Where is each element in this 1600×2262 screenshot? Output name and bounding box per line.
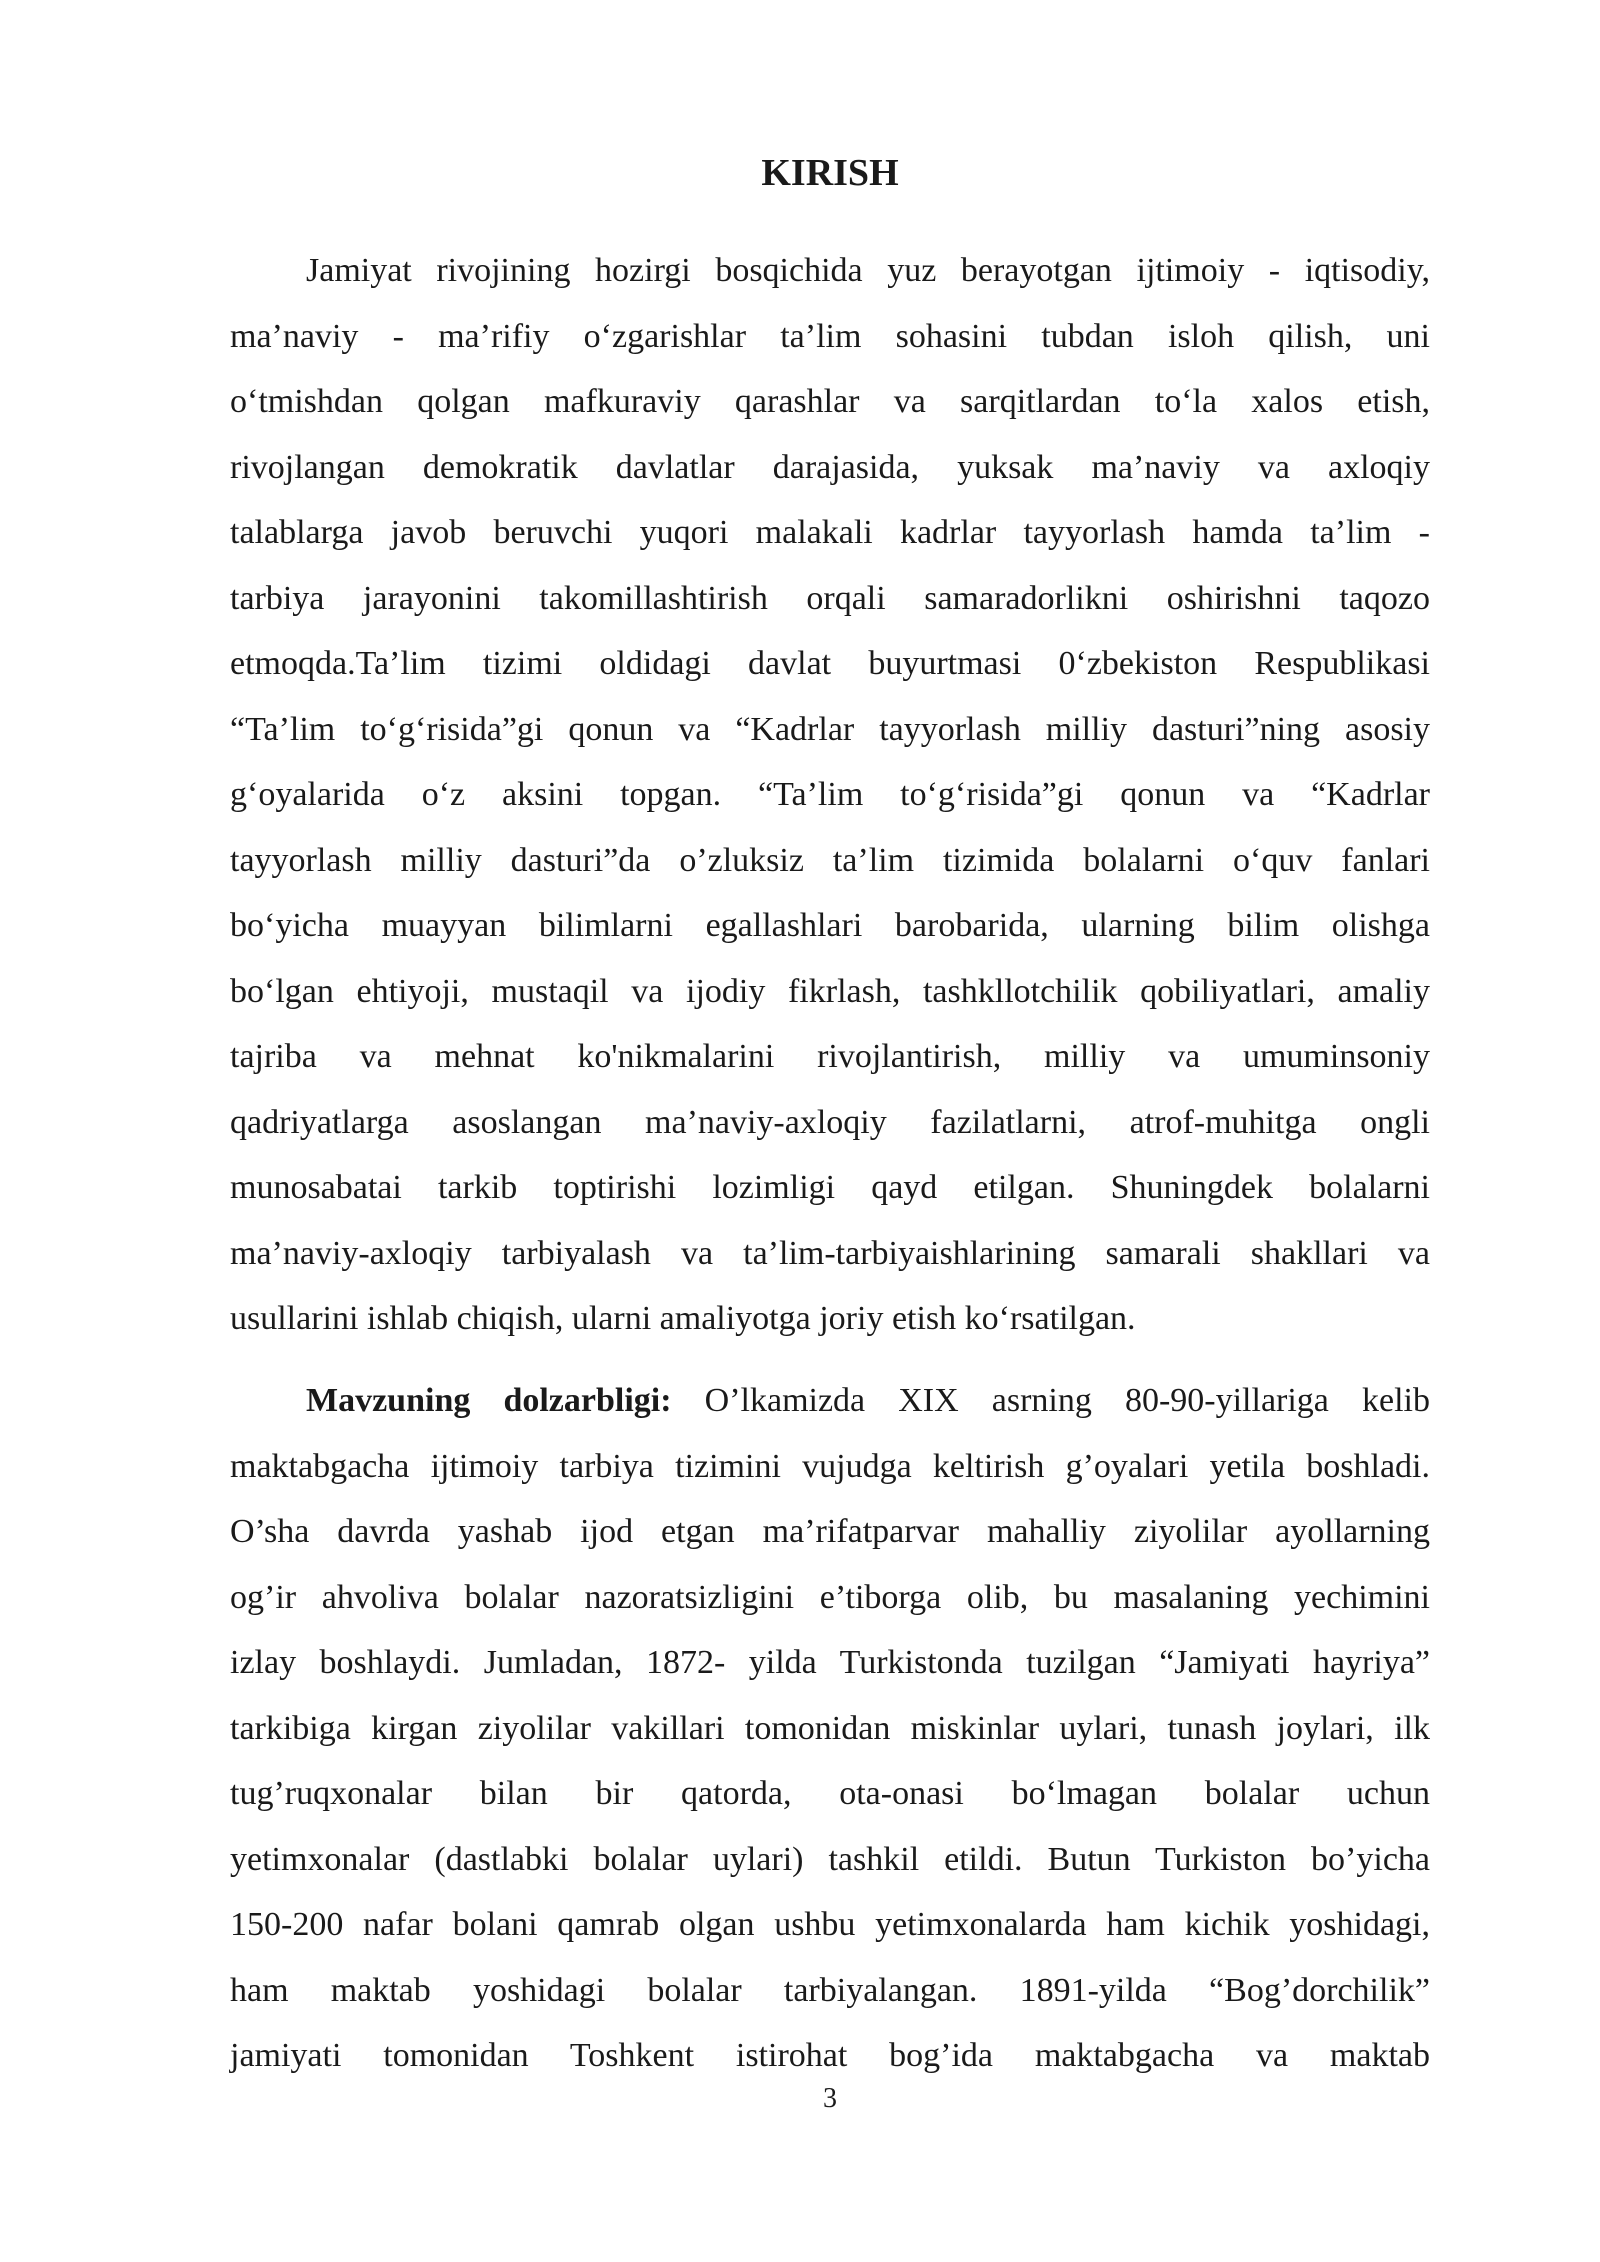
text-line: talablarga javob beruvchi yuqori malakali kadrlar tayyorlash hamda ta’lim - [230, 514, 1430, 551]
text-line: tajriba va mehnat ko'nikmalarini rivojlantirish, milliy va umuminsoniy [230, 1038, 1430, 1075]
text-line: yetimxonalar (dastlabki bolalar uylari) tashkil etildi. Butun Turkiston bo’yicha [230, 1840, 1430, 1878]
page-number: 3 [823, 2083, 837, 2114]
text-line: ma’naviy - ma’rifiy o‘zgarishlar ta’lim sohasini tubdan isloh qilish, uni [230, 317, 1430, 355]
text-line [230, 1368, 1430, 1434]
relevance-text: O’lkamizda XIX asrning 80-90-yillariga kelib [671, 1382, 1430, 1419]
text-line: Jamiyat rivojining hozirgi bosqichida yuz berayotgan ijtimoiy - iqtisodiy, [306, 252, 1430, 289]
text-line: ma’naviy-axloqiy tarbiyalash va ta’lim-tarbiyaishlarining samarali shakllari va [230, 1234, 1430, 1272]
text-line: O’sha davrda yashab ijod etgan ma’rifatparvar mahalliy ziyolilar ayollarning [230, 1513, 1430, 1550]
page-title: KIRISH [761, 152, 899, 194]
text-line: rivojlangan demokratik davlatlar darajasida, yuksak ma’naviy va axloqiy [230, 448, 1430, 486]
relevance-heading: Mavzuning dolzarbligi: [306, 1382, 672, 1419]
text-line: tarbiya jarayonini takomillashtirish orqali samaradorlikni oshirishni taqozo [230, 579, 1430, 617]
text-line: ham maktab yoshidagi bolalar tarbiyalangan. 1891-yilda “Bog’dorchilik” [230, 1971, 1430, 2009]
text-line: 150-200 nafar bolani qamrab olgan ushbu yetimxonalarda ham kichik yoshidagi, [230, 1906, 1430, 1943]
intro-paragraph [230, 238, 1430, 1352]
text-line: bo‘lgan ehtiyoji, mustaqil va ijodiy fikrlash, tashkllotchilik qobiliyatlari, amaliy [230, 972, 1430, 1010]
text-line: og’ir ahvoliva bolalar nazoratsizligini e’tiborga olib, bu masalaning yechimini [230, 1578, 1430, 1616]
text-line: munosabatai tarkib toptirishi lozimligi qayd etilgan. Shuningdek bolalarni [230, 1169, 1430, 1206]
text-line: jamiyati tomonidan Toshkent istirohat bog’ida maktabgacha va maktab [230, 2037, 1430, 2074]
text-line: g‘oyalarida o‘z aksini topgan. “Ta’lim to‘g‘risida”gi qonun va “Kadrlar [230, 776, 1430, 813]
text-line: etmoqda.Ta’lim tizimi oldidagi davlat buyurtmasi 0‘zbekiston Respublikasi [230, 645, 1430, 682]
text-line: tayyorlash milliy dasturi”da o’zluksiz ta’lim tizimida bolalarni o‘quv fanlari [230, 841, 1430, 879]
text-line: qadriyatlarga asoslangan ma’naviy-axloqiy fazilatlarni, atrof-muhitga ongli [230, 1103, 1430, 1141]
text-line: maktabgacha ijtimoiy tarbiya tizimini vujudga keltirish g’oyalari yetila boshladi. [230, 1447, 1430, 1485]
text-line: o‘tmishdan qolgan mafkuraviy qarashlar va sarqitlardan to‘la xalos etish, [230, 383, 1430, 420]
relevance-paragraph [230, 1368, 1430, 2089]
text-line: bo‘yicha muayyan bilimlarni egallashlari barobarida, ularning bilim olishga [230, 907, 1430, 944]
text-line: tug’ruqxonalar bilan bir qatorda, ota-onasi bo‘lmagan bolalar uchun [230, 1775, 1430, 1812]
text-line: tarkibiga kirgan ziyolilar vakillari tomonidan miskinlar uylari, tunash joylari, ilk [230, 1709, 1430, 1747]
text-line: izlay boshlaydi. Jumladan, 1872- yilda Turkistonda tuzilgan “Jamiyati hayriya” [230, 1644, 1430, 1681]
text-line: “Ta’lim to‘g‘risida”gi qonun va “Kadrlar tayyorlash milliy dasturi”ning asosiy [230, 710, 1430, 748]
text-line: usullarini ishlab chiqish, ularni amaliyotga joriy etish ko‘rsatilgan. [230, 1300, 1136, 1337]
